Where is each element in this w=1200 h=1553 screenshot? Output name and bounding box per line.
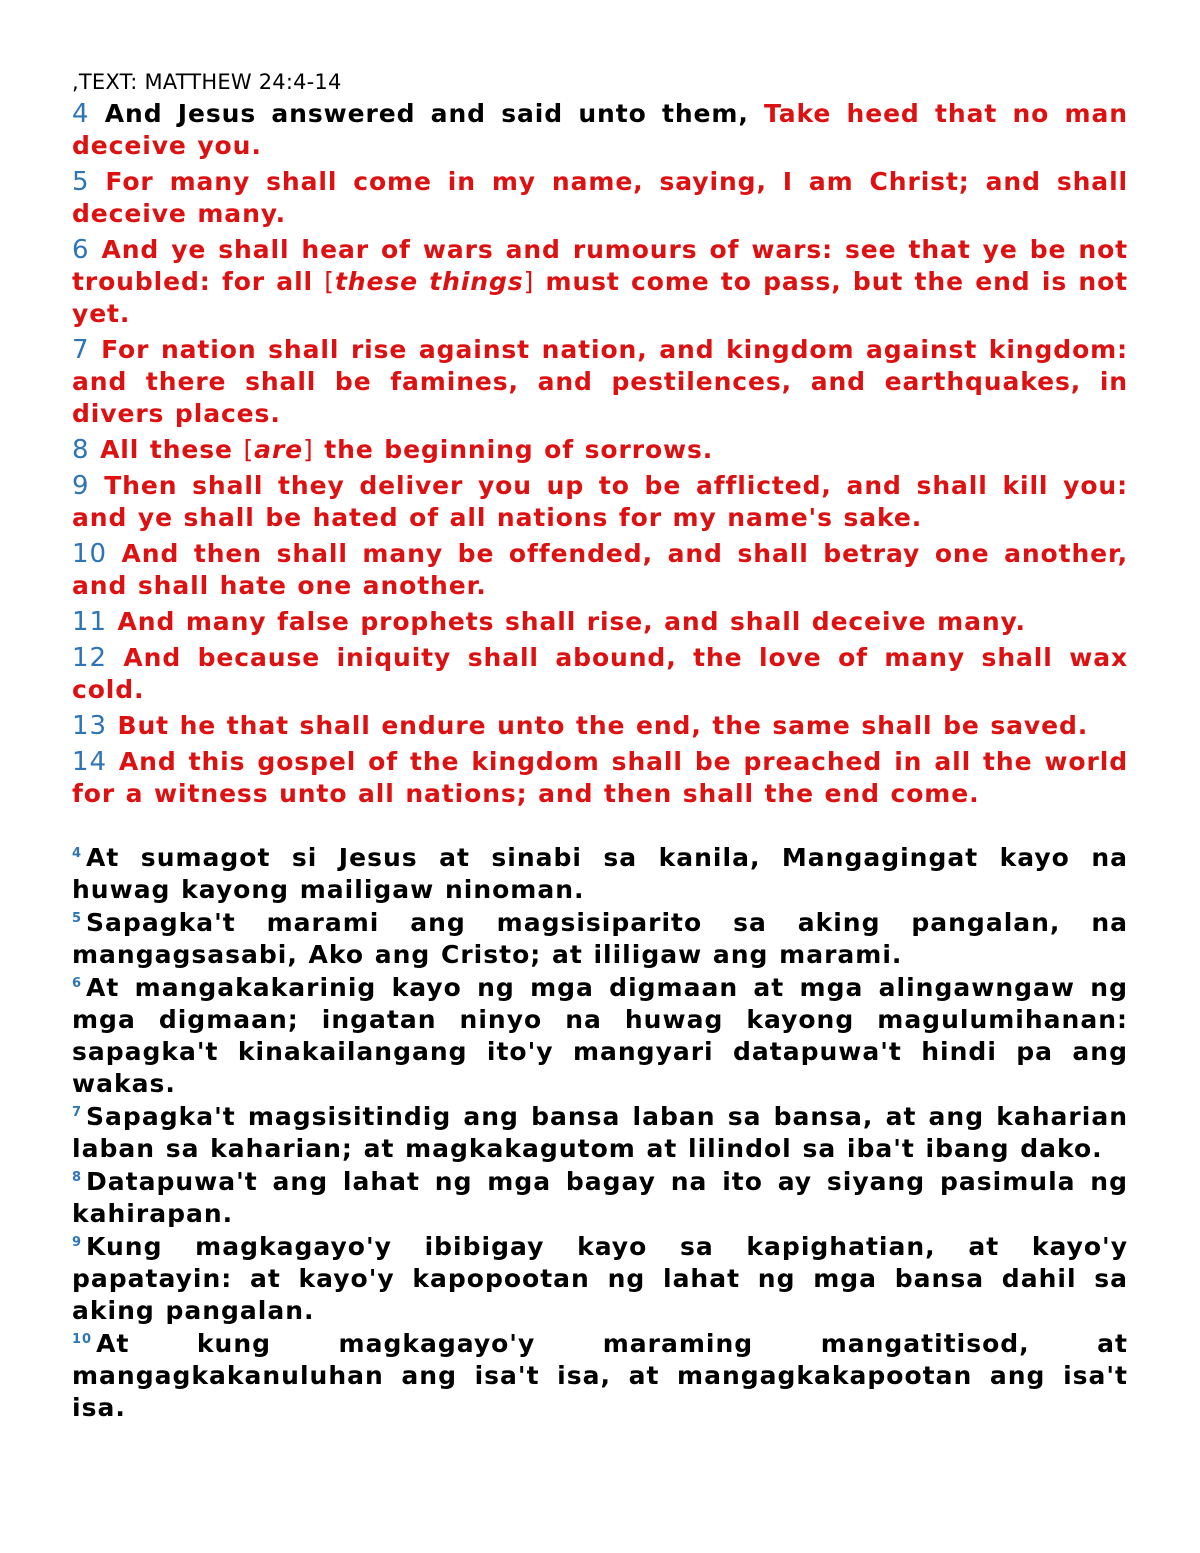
- verse-number: 14: [72, 747, 107, 777]
- english-verse-6: [72, 234, 1128, 330]
- english-verse-11: [72, 606, 1128, 638]
- words-of-jesus-text: All these: [100, 435, 233, 464]
- verse-text: Kung magkagayo'y ibibigay kayo sa kapighatian, at kayo'y papatayin: at kayo'y kapopootan ng lahat ng mga bansa dahil sa aking pangalan.: [72, 1232, 1128, 1325]
- bracket-open: [: [243, 435, 255, 464]
- verse-number: 12: [72, 643, 107, 673]
- words-of-jesus-text: the beginning of sorrows.: [324, 435, 714, 464]
- english-verse-13: [72, 710, 1128, 742]
- scripture-reference-heading: ,TEXT: MATTHEW 24:4-14: [72, 70, 342, 94]
- verse-text: Sapagka't magsisitindig ang bansa laban sa bansa, at ang kaharian laban sa kaharian; at magkakagutom at lilindol sa iba't ibang dako.: [72, 1102, 1128, 1163]
- english-verse-7: [72, 334, 1128, 430]
- verse-text: At sumagot si Jesus at sinabi sa kanila, Mangagingat kayo na huwag kayong mailigaw ninoman.: [72, 843, 1128, 904]
- english-passage: [72, 98, 1128, 810]
- words-of-jesus-text: And ye shall hear of wars and rumours of wars: see that ye be not troubled: for all: [72, 235, 1128, 296]
- verse-number: 10: [72, 1332, 93, 1347]
- words-of-jesus-text: For nation shall rise against nation, and kingdom against kingdom: and there shall be famines, and pestilences, and earthquakes, in divers places.: [72, 335, 1128, 428]
- verse-text: Sapagka't marami ang magsisiparito sa aking pangalan, na mangagsasabi, Ako ang Cristo; at ililigaw ang marami.: [72, 908, 1128, 969]
- words-of-jesus-text: But he that shall endure unto the end, the same shall be saved.: [117, 711, 1089, 740]
- words-of-jesus-text: Then shall they deliver you up to be afflicted, and shall kill you: and ye shall be hated of all nations for my name's sake.: [72, 471, 1128, 532]
- words-of-jesus-text: For many shall come in my name, saying, I am Christ; and shall deceive many.: [72, 167, 1129, 228]
- bracket-close: ]: [303, 435, 314, 464]
- tagalog-verse-6: [72, 972, 1128, 1100]
- english-verse-9: [72, 470, 1128, 534]
- verse-number: 8: [72, 435, 90, 465]
- words-of-jesus-text: Take heed that no man deceive you.: [72, 99, 1128, 160]
- verse-number: 9: [72, 1235, 83, 1250]
- words-of-jesus-text: must come to pass, but the end is not yet.: [72, 267, 1128, 328]
- verse-number: 6: [72, 976, 83, 991]
- tagalog-verse-10: [72, 1328, 1128, 1424]
- words-of-jesus-text: And this gospel of the kingdom shall be preached in all the world for a witness unto all nations; and then shall the end come.: [72, 747, 1128, 808]
- english-verse-10: [72, 538, 1128, 602]
- verse-text: At kung magkagayo'y maraming mangatitisod, at mangagkakanuluhan ang isa't isa, at mangagkakapootan ang isa't isa.: [72, 1329, 1128, 1422]
- verse-number: 9: [72, 471, 90, 501]
- english-verse-5: [72, 166, 1128, 230]
- verse-text: Datapuwa't ang lahat ng mga bagay na ito ay siyang pasimula ng kahirapan.: [72, 1167, 1128, 1228]
- words-of-jesus-text: And because iniquity shall abound, the love of many shall wax cold.: [72, 643, 1128, 704]
- tagalog-verse-9: [72, 1231, 1128, 1327]
- supplied-words-italic: are: [254, 435, 304, 464]
- verse-number: 4: [72, 99, 90, 129]
- verse-text: At mangakakarinig kayo ng mga digmaan at mga alingawngaw ng mga digmaan; ingatan ninyo na huwag kayong magulumihanan: sapagka't kinakailangang ito'y mangyari datapuwa't hindi pa ang wakas.: [72, 973, 1128, 1098]
- english-verse-14: [72, 746, 1128, 810]
- tagalog-verse-7: [72, 1101, 1128, 1165]
- english-verse-8: [72, 434, 1128, 466]
- tagalog-verse-4: [72, 842, 1128, 906]
- verse-number: 5: [72, 167, 90, 197]
- verse-number: 7: [72, 1105, 83, 1120]
- english-verse-4: [72, 98, 1128, 162]
- verse-number: 8: [72, 1170, 83, 1185]
- words-of-jesus-text: And then shall many be offended, and shall betray one another, and shall hate one another.: [72, 539, 1128, 600]
- verse-number: 4: [72, 846, 83, 861]
- words-of-jesus-text: And many false prophets shall rise, and shall deceive many.: [117, 607, 1026, 636]
- supplied-words-italic: these things: [334, 267, 524, 296]
- verse-number: 6: [72, 235, 90, 265]
- english-verse-12: [72, 642, 1128, 706]
- verse-number: 5: [72, 911, 83, 926]
- bracket-open: [: [324, 267, 335, 296]
- narration-text: And Jesus answered and said unto them,: [104, 99, 749, 128]
- tagalog-verse-8: [72, 1166, 1128, 1230]
- verse-number: 7: [72, 335, 90, 365]
- verse-number: 13: [72, 711, 107, 741]
- verse-number: 11: [72, 607, 107, 637]
- tagalog-passage: [72, 842, 1128, 1424]
- section-spacer: [72, 814, 1128, 842]
- bracket-close: ]: [523, 267, 535, 296]
- verse-number: 10: [72, 539, 107, 569]
- tagalog-verse-5: [72, 907, 1128, 971]
